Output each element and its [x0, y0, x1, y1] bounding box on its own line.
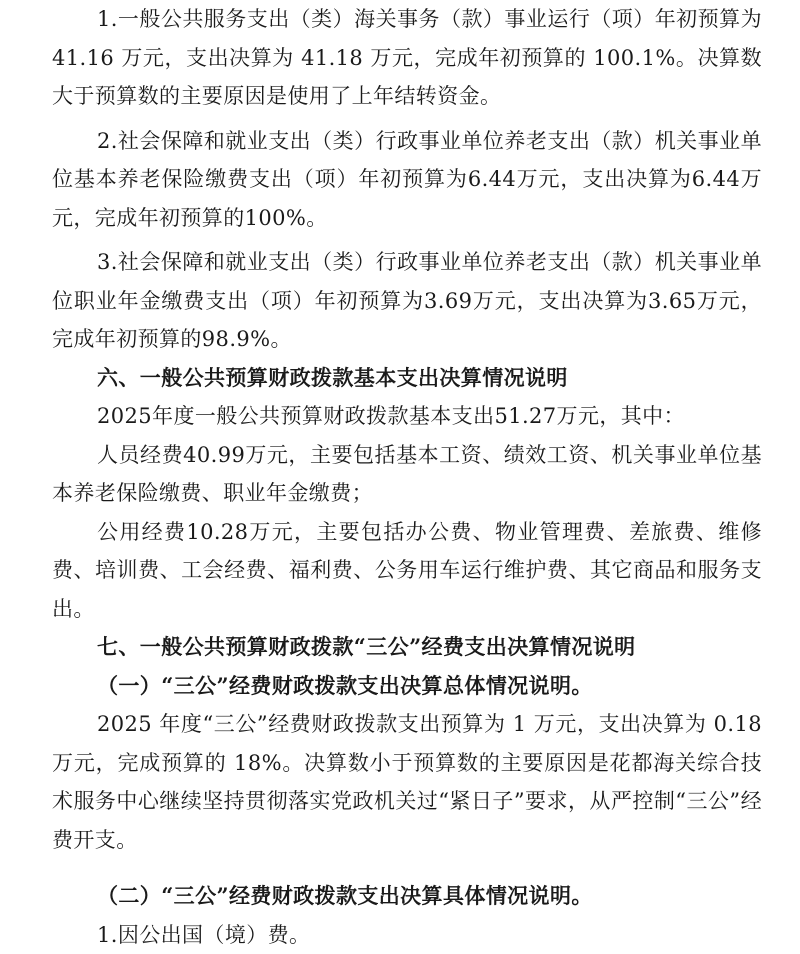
paragraph-general-public-service: 1.一般公共服务支出（类）海关事务（款）事业运行（项）年初预算为 41.16 万元，支出决算为 41.18 万元，完成年初预算的 100.1%。决算数大于预算数的主要原因是使用了上年结转资金。	[0, 0, 800, 116]
spacer	[0, 859, 800, 877]
sub-heading-specific: （二）“三公”经费财政拨款支出决算具体情况说明。	[0, 877, 800, 916]
paragraph-three-public-expenses: 2025 年度“三公”经费财政拨款支出预算为 1 万元，支出决算为 0.18 万元，完成预算的 18%。决算数小于预算数的主要原因是花都海关综合技术服务中心继续坚持贯彻落实党政机关过“紧日子”要求，从严控制“三公”经费开支。	[0, 705, 800, 859]
sub-heading-overall: （一）“三公”经费财政拨款支出决算总体情况说明。	[0, 667, 800, 706]
paragraph-basic-pension: 2.社会保障和就业支出（类）行政事业单位养老支出（款）机关事业单位基本养老保险缴费支出（项）年初预算为6.44万元，支出决算为6.44万元，完成年初预算的100%。	[0, 122, 800, 238]
paragraph-public-expenses: 公用经费10.28万元，主要包括办公费、物业管理费、差旅费、维修费、培训费、工会经费、福利费、公务用车运行维护费、其它商品和服务支出。	[0, 513, 800, 629]
paragraph-personnel-expenses: 人员经费40.99万元，主要包括基本工资、绩效工资、机关事业单位基本养老保险缴费、职业年金缴费；	[0, 436, 800, 513]
section-heading-six: 六、一般公共预算财政拨款基本支出决算情况说明	[0, 359, 800, 398]
paragraph-occupational-annuity: 3.社会保障和就业支出（类）行政事业单位养老支出（款）机关事业单位职业年金缴费支出（项）年初预算为3.69万元，支出决算为3.65万元，完成年初预算的98.9%。	[0, 243, 800, 359]
section-heading-seven: 七、一般公共预算财政拨款“三公”经费支出决算情况说明	[0, 628, 800, 667]
paragraph-overseas-travel: 1.因公出国（境）费。	[0, 916, 800, 954]
paragraph-basic-expenditure-total: 2025年度一般公共预算财政拨款基本支出51.27万元，其中：	[0, 397, 800, 436]
